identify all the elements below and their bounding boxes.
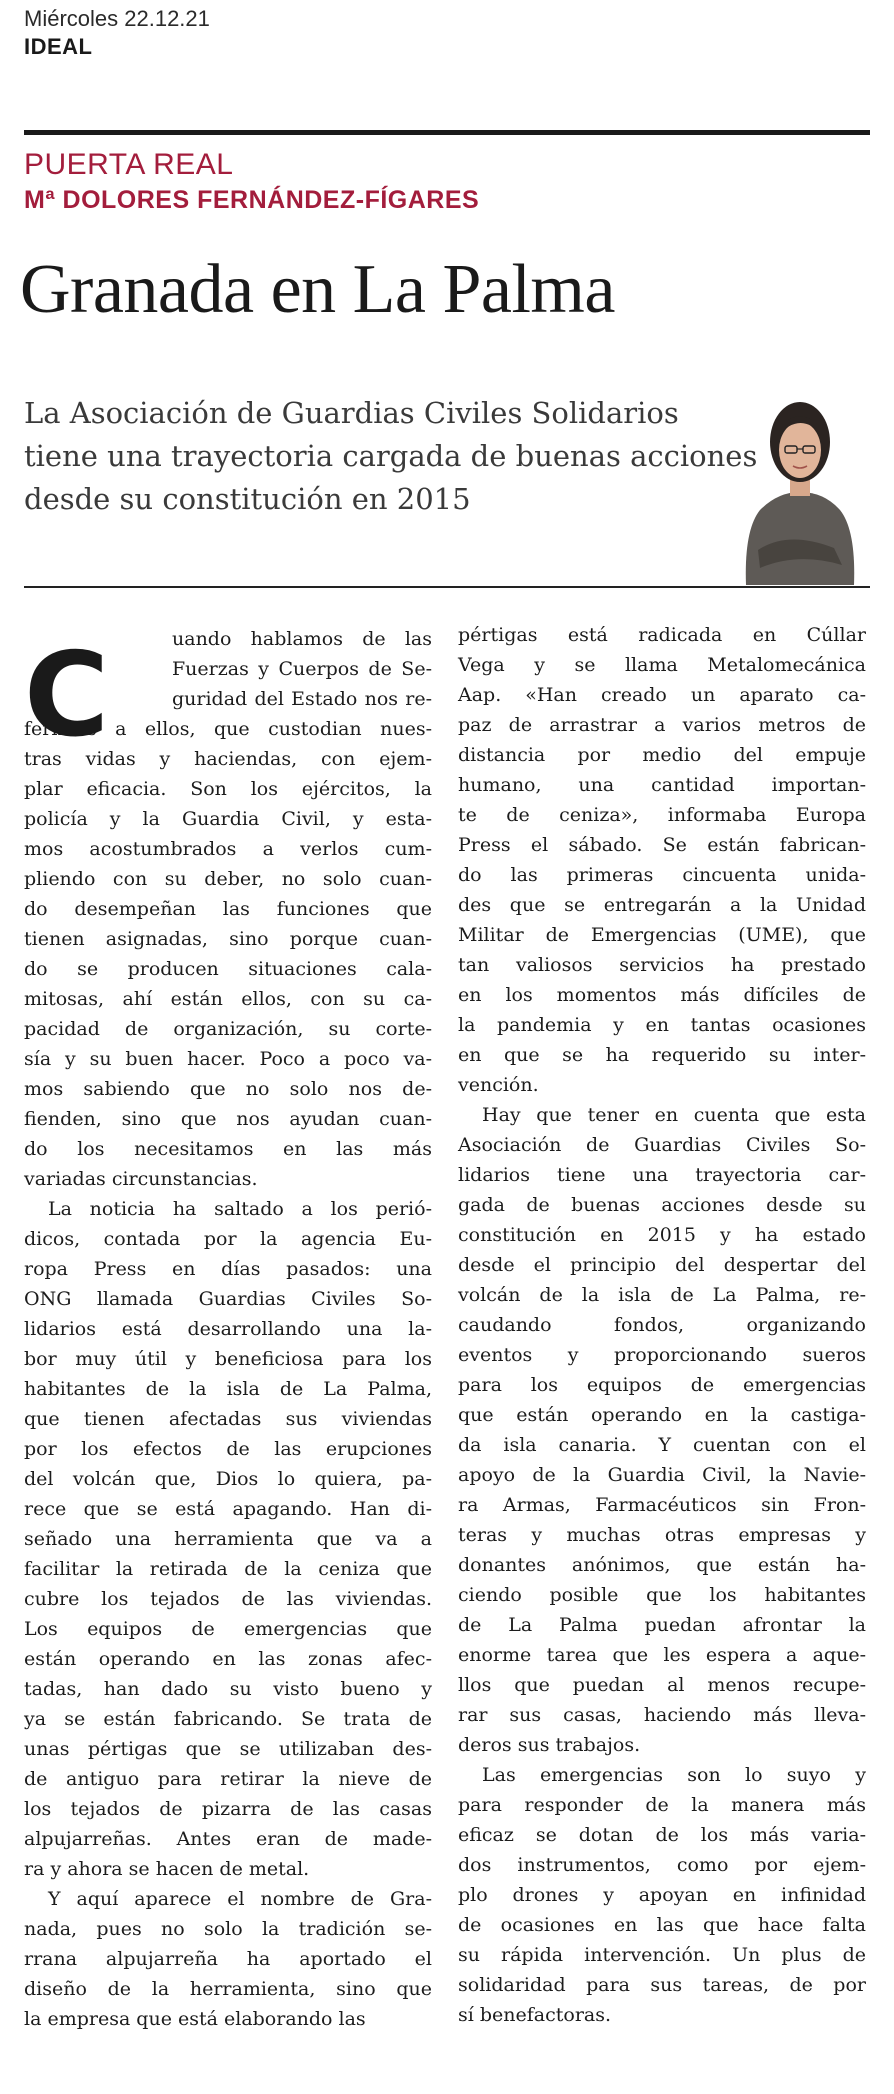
article-text-line: sí benefactoras. — [458, 2004, 612, 2026]
article-text-line: para responder de la manera más — [458, 1794, 866, 1816]
article-text-line: tienen asignadas, sino porque cuan- — [24, 928, 432, 950]
article-text-line: por los efectos de las erupciones — [24, 1438, 432, 1460]
article-text-line: gada de buenas acciones desde su — [458, 1194, 866, 1216]
article-text-line: Hay que tener en cuenta que esta — [482, 1104, 866, 1126]
author-photo — [738, 380, 862, 585]
article-text-line: cubre los tejados de las viviendas. — [24, 1588, 432, 1610]
article-text-line: facilitar la retirada de la ceniza que — [24, 1558, 432, 1580]
article-text-line: ONG llamada Guardias Civiles So- — [24, 1288, 432, 1310]
article-text-line: plar eficacia. Son los ejércitos, la — [24, 778, 432, 800]
article-text-line: dos instrumentos, como por ejem- — [458, 1854, 866, 1876]
article-text-line: da isla canaria. Y cuentan con el — [458, 1434, 866, 1456]
article-text-line: bor muy útil y beneficiosa para los — [24, 1348, 432, 1370]
article-column-right — [458, 620, 866, 2030]
article-text-line: guridad del Estado nos re- — [172, 688, 432, 710]
top-rule — [24, 130, 870, 135]
article-text-line: te de ceniza», informaba Europa — [458, 804, 866, 826]
article-text-line: Asociación de Guardias Civiles So- — [458, 1134, 866, 1156]
article-text-line: rece que se está apagando. Han di- — [24, 1498, 432, 1520]
article-text-line: rar sus casas, haciendo más lleva- — [458, 1704, 866, 1726]
article-text-line: pértigas está radicada en Cúllar — [458, 624, 866, 646]
article-text-line: do desempeñan las funciones que — [24, 898, 432, 920]
article-text-line: plo drones y apoyan en infinidad — [458, 1884, 866, 1906]
article-text-line: solidaridad para sus tareas, de por — [458, 1974, 866, 1996]
article-text-line: Vega y se llama Metalomecánica — [458, 654, 866, 676]
article-text-line: diseño de la herramienta, sino que — [24, 1978, 432, 2000]
section-label: PUERTA REAL — [24, 148, 234, 181]
article-text-line: que tienen afectadas sus viviendas — [24, 1408, 432, 1430]
article-text-line: alpujarreñas. Antes eran de made- — [24, 1828, 432, 1850]
article-text-line: ferimos a ellos, que custodian nues- — [24, 718, 432, 740]
article-text-line: mitosas, ahí están ellos, con su ca- — [24, 988, 432, 1010]
article-text-line: la empresa que está elaborando las — [24, 2008, 366, 2030]
article-subtitle — [24, 392, 758, 521]
subtitle-line: desde su constitución en 2015 — [24, 482, 471, 516]
author-name: Mª DOLORES FERNÁNDEZ-FÍGARES — [24, 186, 480, 214]
article-text-line: mos acostumbrados a verlos cum- — [24, 838, 432, 860]
article-text-line: apoyo de la Guardia Civil, la Navie- — [458, 1464, 866, 1486]
article-text-line: donantes anónimos, que están ha- — [458, 1554, 866, 1576]
article-text-line: do las primeras cincuenta unida- — [458, 864, 866, 886]
article-text-line: fienden, sino que nos ayudan cuan- — [24, 1108, 432, 1130]
article-text-line: unas pértigas que se utilizaban des- — [24, 1738, 432, 1760]
article-text-line: en que se ha requerido su inter- — [458, 1044, 866, 1066]
publication-date: Miércoles 22.12.21 — [24, 6, 210, 31]
article-text-line: Press el sábado. Se están fabrican- — [458, 834, 866, 856]
article-text-line: vención. — [458, 1074, 539, 1096]
article-text-line: Y aquí aparece el nombre de Gra- — [48, 1888, 432, 1910]
article-text-line: señado una herramienta que va a — [24, 1528, 432, 1550]
article-text-line: mos sabiendo que no solo nos de- — [24, 1078, 432, 1100]
article-text-line: están operando en las zonas afec- — [24, 1648, 432, 1670]
article-text-line: ra Armas, Farmacéuticos sin Fron- — [458, 1494, 866, 1516]
subtitle-line: tiene una trayectoria cargada de buenas acciones — [24, 439, 758, 473]
article-text-line: eficaz se dotan de los más varia- — [458, 1824, 866, 1846]
article-text-line: Aap. «Han creado un aparato ca- — [458, 684, 866, 706]
article-text-line: policía y la Guardia Civil, y esta- — [24, 808, 432, 830]
article-text-line: en los momentos más difíciles de — [458, 984, 866, 1006]
article-text-line: tadas, han dado su visto bueno y — [24, 1678, 432, 1700]
article-text-line: lidarios tiene una trayectoria car- — [458, 1164, 866, 1186]
article-text-line: des que se entregarán a la Unidad — [458, 894, 866, 916]
article-text-line: paz de arrastrar a varios metros de — [458, 714, 866, 736]
article-text-line: volcán de la isla de La Palma, re- — [458, 1284, 866, 1306]
article-text-line: tan valiosos servicios ha prestado — [458, 954, 866, 976]
article-text-line: desde el principio del despertar del — [458, 1254, 866, 1276]
article-text-line: humano, una cantidad importan- — [458, 774, 866, 796]
article-text-line: La noticia ha saltado a los perió- — [48, 1198, 432, 1220]
article-text-line: Fuerzas y Cuerpos de Se- — [172, 658, 432, 680]
article-text-line: ciendo posible que los habitantes — [458, 1584, 866, 1606]
article-text-line: Los equipos de emergencias que — [24, 1618, 432, 1640]
article-text-line: deros sus trabajos. — [458, 1734, 641, 1756]
article-text-line: habitantes de la isla de La Palma, — [24, 1378, 432, 1400]
article-text-line: llos que puedan al menos recupe- — [458, 1674, 866, 1696]
article-text-line: Militar de Emergencias (UME), que — [458, 924, 866, 946]
article-text-line: Las emergencias son lo suyo y — [482, 1764, 866, 1786]
article-text-line: constitución en 2015 y ha estado — [458, 1224, 866, 1246]
article-text-line: caudando fondos, organizando — [458, 1314, 866, 1336]
dropcap-letter: C — [24, 628, 110, 763]
newspaper-name: IDEAL — [24, 34, 93, 59]
article-text-line: ya se están fabricando. Se trata de — [24, 1708, 432, 1730]
article-text-line: do los necesitamos en las más — [24, 1138, 432, 1160]
section-rule — [24, 586, 870, 588]
article-text-line: dicos, contada por la agencia Eu- — [24, 1228, 432, 1250]
article-text-line: los tejados de pizarra de las casas — [24, 1798, 432, 1820]
article-text-line: sía y su buen hacer. Poco a poco va- — [24, 1048, 432, 1070]
article-text-line: lidarios está desarrollando una la- — [24, 1318, 432, 1340]
article-text-line: uando hablamos de las — [172, 628, 432, 650]
article-text-line: la pandemia y en tantas ocasiones — [458, 1014, 866, 1036]
article-text-line: tras vidas y haciendas, con ejem- — [24, 748, 432, 770]
article-text-line: distancia por medio del empuje — [458, 744, 866, 766]
article-text-line: de ocasiones en las que hace falta — [458, 1914, 866, 1936]
article-text-line: ra y ahora se hacen de metal. — [24, 1858, 310, 1880]
article-text-line: eventos y proporcionando sueros — [458, 1344, 866, 1366]
article-column-left — [24, 624, 432, 2034]
article-text-line: do se producen situaciones cala- — [24, 958, 432, 980]
article-text-line: que están operando en la castiga- — [458, 1404, 866, 1426]
article-text-line: rrana alpujarreña ha aportado el — [24, 1948, 432, 1970]
article-text-line: pliendo con su deber, no solo cuan- — [24, 868, 432, 890]
article-text-line: para los equipos de emergencias — [458, 1374, 866, 1396]
article-text-line: nada, pues no solo la tradición se- — [24, 1918, 432, 1940]
article-text-line: pacidad de organización, su corte- — [24, 1018, 432, 1040]
article-text-line: su rápida intervención. Un plus de — [458, 1944, 866, 1966]
article-text-line: teras y muchas otras empresas y — [458, 1524, 866, 1546]
article-title: Granada en La Palma — [20, 251, 615, 328]
article-text-line: variadas circunstancias. — [24, 1168, 258, 1190]
subtitle-line: La Asociación de Guardias Civiles Solidarios — [24, 396, 679, 430]
article-text-line: de antiguo para retirar la nieve de — [24, 1768, 432, 1790]
article-text-line: enorme tarea que les espera a aque- — [458, 1644, 866, 1666]
article-text-line: del volcán que, Dios lo quiera, pa- — [24, 1468, 432, 1490]
article-text-line: ropa Press en días pasados: una — [24, 1258, 432, 1280]
article-text-line: de La Palma puedan afrontar la — [458, 1614, 866, 1636]
